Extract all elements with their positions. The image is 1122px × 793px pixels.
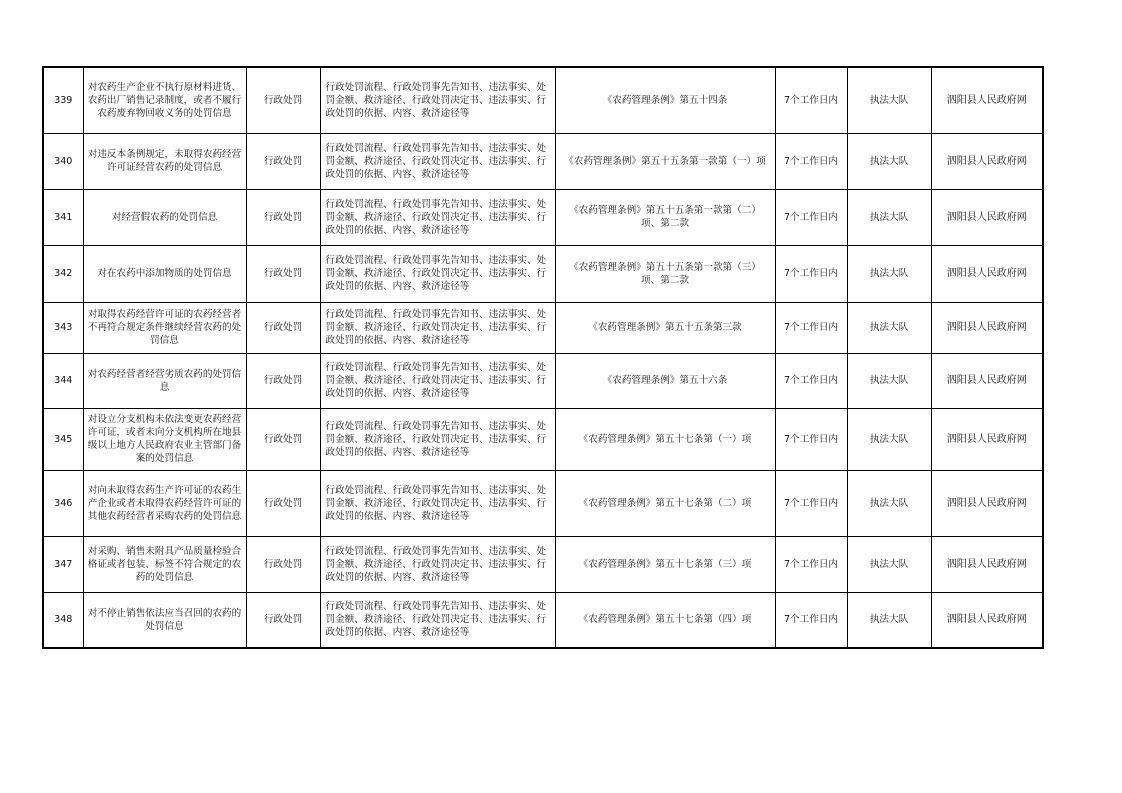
time-limit: 7个工作日内 [775,189,847,245]
disclosure-item: 对向未取得农药生产许可证的农药生产企业或者未取得农药经营许可证的其他农药经营者采购农药的处罚信息 [83,470,246,536]
disclosure-item: 对采购、销售未附具产品质量检验合格证或者包装、标签不符合规定的农药的处罚信息 [83,536,246,592]
disclosure-content: 行政处罚流程、行政处罚事先告知书、违法事实、处罚金额、救济途径、行政处罚决定书、违法事实、行政处罚的依据、内容、救济途径等 [320,67,555,133]
department: 执法大队 [847,536,931,592]
category: 行政处罚 [246,536,320,592]
legal-basis: 《农药管理条例》第五十四条 [555,67,775,133]
category: 行政处罚 [246,302,320,353]
table-row [43,133,1043,189]
publish-site: 泗阳县人民政府网 [931,189,1043,245]
department: 执法大队 [847,592,931,648]
category: 行政处罚 [246,133,320,189]
legal-basis: 《农药管理条例》第五十七条第（二）项 [555,470,775,536]
table-body [43,67,1043,648]
category: 行政处罚 [246,245,320,302]
department: 执法大队 [847,245,931,302]
legal-basis: 《农药管理条例》第五十五条第一款第（一）项 [555,133,775,189]
row-number: 346 [43,470,83,536]
table-row [43,408,1043,470]
publish-site: 泗阳县人民政府网 [931,302,1043,353]
row-number: 344 [43,353,83,408]
row-number: 343 [43,302,83,353]
category: 行政处罚 [246,408,320,470]
row-number: 342 [43,245,83,302]
disclosure-table [42,66,1044,649]
table-row [43,353,1043,408]
disclosure-content: 行政处罚流程、行政处罚事先告知书、违法事实、处罚金额、救济途径、行政处罚决定书、违法事实、行政处罚的依据、内容、救济途径等 [320,302,555,353]
disclosure-item: 对设立分支机构未依法变更农药经营许可证，或者未向分支机构所在地县级以上地方人民政府农业主管部门备案的处罚信息 [83,408,246,470]
table-row [43,536,1043,592]
publish-site: 泗阳县人民政府网 [931,408,1043,470]
disclosure-item: 对农药生产企业不执行原材料进货、农药出厂销售记录制度，或者不履行农药废弃物回收义务的处罚信息 [83,67,246,133]
publish-site: 泗阳县人民政府网 [931,470,1043,536]
disclosure-content: 行政处罚流程、行政处罚事先告知书、违法事实、处罚金额、救济途径、行政处罚决定书、违法事实、行政处罚的依据、内容、救济途径等 [320,592,555,648]
disclosure-content: 行政处罚流程、行政处罚事先告知书、违法事实、处罚金额、救济途径、行政处罚决定书、违法事实、行政处罚的依据、内容、救济途径等 [320,408,555,470]
time-limit: 7个工作日内 [775,408,847,470]
disclosure-content: 行政处罚流程、行政处罚事先告知书、违法事实、处罚金额、救济途径、行政处罚决定书、违法事实、行政处罚的依据、内容、救济途径等 [320,189,555,245]
category: 行政处罚 [246,353,320,408]
table-row [43,245,1043,302]
time-limit: 7个工作日内 [775,302,847,353]
table-row [43,189,1043,245]
publish-site: 泗阳县人民政府网 [931,67,1043,133]
row-number: 340 [43,133,83,189]
disclosure-item: 对经营假农药的处罚信息 [83,189,246,245]
disclosure-item: 对农药经营者经营劣质农药的处罚信息 [83,353,246,408]
category: 行政处罚 [246,189,320,245]
legal-basis: 《农药管理条例》第五十五条第三款 [555,302,775,353]
category: 行政处罚 [246,470,320,536]
disclosure-content: 行政处罚流程、行政处罚事先告知书、违法事实、处罚金额、救济途径、行政处罚决定书、违法事实、行政处罚的依据、内容、救济途径等 [320,470,555,536]
table-row [43,470,1043,536]
row-number: 339 [43,67,83,133]
time-limit: 7个工作日内 [775,536,847,592]
row-number: 341 [43,189,83,245]
table-row [43,592,1043,648]
time-limit: 7个工作日内 [775,133,847,189]
table-row [43,302,1043,353]
department: 执法大队 [847,408,931,470]
category: 行政处罚 [246,592,320,648]
disclosure-content: 行政处罚流程、行政处罚事先告知书、违法事实、处罚金额、救济途径、行政处罚决定书、违法事实、行政处罚的依据、内容、救济途径等 [320,536,555,592]
category: 行政处罚 [246,67,320,133]
disclosure-content: 行政处罚流程、行政处罚事先告知书、违法事实、处罚金额、救济途径、行政处罚决定书、违法事实、行政处罚的依据、内容、救济途径等 [320,133,555,189]
disclosure-item: 对取得农药经营许可证的农药经营者不再符合规定条件继续经营农药的处罚信息 [83,302,246,353]
row-number: 347 [43,536,83,592]
department: 执法大队 [847,470,931,536]
time-limit: 7个工作日内 [775,470,847,536]
publish-site: 泗阳县人民政府网 [931,245,1043,302]
time-limit: 7个工作日内 [775,592,847,648]
disclosure-item: 对在农药中添加物质的处罚信息 [83,245,246,302]
department: 执法大队 [847,133,931,189]
row-number: 348 [43,592,83,648]
disclosure-content: 行政处罚流程、行政处罚事先告知书、违法事实、处罚金额、救济途径、行政处罚决定书、违法事实、行政处罚的依据、内容、救济途径等 [320,353,555,408]
disclosure-item: 对不停止销售依法应当召回的农药的处罚信息 [83,592,246,648]
time-limit: 7个工作日内 [775,353,847,408]
legal-basis: 《农药管理条例》第五十七条第（四）项 [555,592,775,648]
department: 执法大队 [847,67,931,133]
table-row [43,67,1043,133]
legal-basis: 《农药管理条例》第五十七条第（三）项 [555,536,775,592]
legal-basis: 《农药管理条例》第五十七条第（一）项 [555,408,775,470]
legal-basis: 《农药管理条例》第五十五条第一款第（三）项、第二款 [555,245,775,302]
department: 执法大队 [847,353,931,408]
publish-site: 泗阳县人民政府网 [931,536,1043,592]
disclosure-item: 对违反本条例规定，未取得农药经营许可证经营农药的处罚信息 [83,133,246,189]
time-limit: 7个工作日内 [775,245,847,302]
legal-basis: 《农药管理条例》第五十六条 [555,353,775,408]
department: 执法大队 [847,189,931,245]
department: 执法大队 [847,302,931,353]
disclosure-content: 行政处罚流程、行政处罚事先告知书、违法事实、处罚金额、救济途径、行政处罚决定书、违法事实、行政处罚的依据、内容、救济途径等 [320,245,555,302]
publish-site: 泗阳县人民政府网 [931,353,1043,408]
legal-basis: 《农药管理条例》第五十五条第一款第（二）项、第二款 [555,189,775,245]
row-number: 345 [43,408,83,470]
time-limit: 7个工作日内 [775,67,847,133]
publish-site: 泗阳县人民政府网 [931,133,1043,189]
publish-site: 泗阳县人民政府网 [931,592,1043,648]
